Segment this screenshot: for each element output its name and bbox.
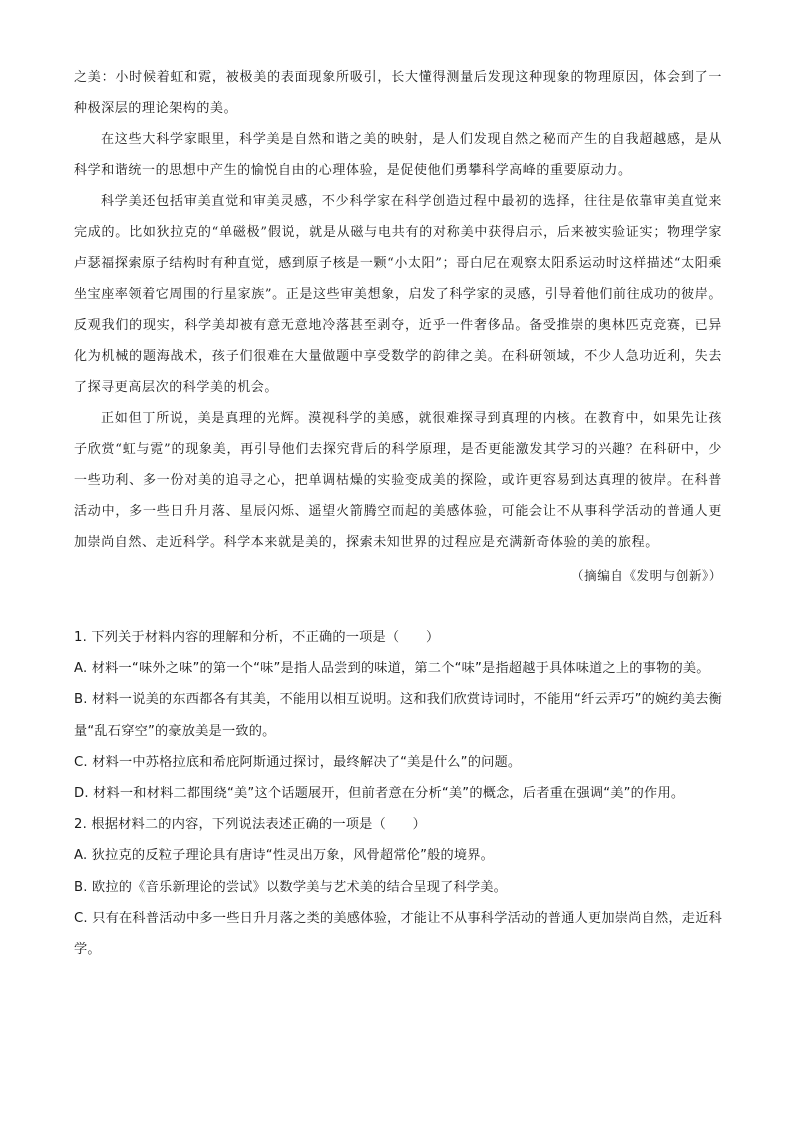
question-stem: 1. 下列关于材料内容的理解和分析，不正确的一项是（ ） — [74, 630, 440, 645]
option-a: A. 材料一“味外之味”的第一个“味”是指人品尝到的味道，第二个“味”是指超越于具体味道之上的事物的美。 — [74, 661, 710, 677]
option-a: A. 狄拉克的反粒子理论具有唐诗“性灵出万象，风骨超常伦”般的境界。 — [74, 848, 495, 864]
option-b: B. 欧拉的《音乐新理论的尝试》以数学美与艺术美的结合呈现了科学美。 — [74, 879, 508, 895]
question-1 — [74, 622, 722, 809]
option-c: C. 只有在科普活动中多一些日升月落之类的美感体验，才能让不从事科学活动的普通人更加崇尚自然，走近科学。 — [74, 910, 722, 958]
option-d: D. 材料一和材料二都围绕“美”这个话题展开，但前者意在分析“美”的概念，后者重在强调“美”的作用。 — [74, 786, 685, 802]
option-b: B. 材料一说美的东西都各有其美，不能用以相互说明。这和我们欣赏诗词时，不能用“纤云弄巧”的婉约美去衡量“乱石穿空”的豪放美是一致的。 — [74, 692, 722, 739]
reading-passage — [74, 62, 722, 590]
passage-paragraph: 之美：小时候着虹和霓，被极美的表面现象所吸引，长大懂得测量后发现这种现象的物理原因，体会到了一种极深层的理论架构的美。 — [74, 70, 722, 116]
passage-paragraph: 科学美还包括审美直觉和审美灵感，不少科学家在科学创造过程中最初的选择，往往是依靠审美直觉来完成的。比如狄拉克的“单磁极”假说，就是从磁与电共有的对称美中获得启示，后来被实验证实；物理学家卢瑟福探索原子结构时有种直觉，感到原子核是一颗“小太阳”；哥白尼在观察太阳系运动时这样描述“太阳乘坐宝座率领着它周围的行星家族”。正是这些审美想象，启发了科学家的灵感，引导着他们前往成功的彼岸。反观我们的现实，科学美却被有意无意地冷落甚至剥夺，近乎一件奢侈品。备受推崇的奥林匹克竞赛，已异化为机械的题海战术，孩子们很难在大量做题中享受数学的韵律之美。在科研领域，不少人急功近利，失去了探寻更高层次的科学美的机会。 — [74, 194, 722, 395]
option-c: C. 材料一中苏格拉底和希庇阿斯通过探讨，最终解决了“美是什么”的问题。 — [74, 754, 522, 770]
question-stem: 2. 根据材料二的内容，下列说法表述正确的一项是（ ） — [74, 817, 427, 833]
question-2 — [74, 809, 722, 965]
passage-paragraph: 正如但丁所说，美是真理的光辉。漠视科学的美感，就很难探寻到真理的内核。在教育中，如果先让孩子欣赏“虹与霓”的现象美，再引导他们去探究背后的科学原理，是否更能激发其学习的兴趣？在科研中，少一些功利、多一份对美的追寻之心，把单调枯燥的实验变成美的探险，或许更容易到达真理的彼岸。在科普活动中，多一些日升月落、星辰闪烁、遥望火箭腾空而起的美感体验，可能会让不从事科学活动的普通人更加崇尚自然、走近科学。科学本来就是美的，探索未知世界的过程应是充满新奇体验的美的旅程。 — [74, 411, 722, 550]
passage-source: （摘编自《发明与创新》） — [571, 568, 722, 583]
passage-paragraph: 在这些大科学家眼里，科学美是自然和谐之美的映射，是人们发现自然之秘而产生的自我超越感，是从科学和谐统一的思想中产生的愉悦自由的心理体验，是促使他们勇攀科学高峰的重要原动力。 — [74, 132, 722, 178]
question-list — [74, 622, 722, 965]
